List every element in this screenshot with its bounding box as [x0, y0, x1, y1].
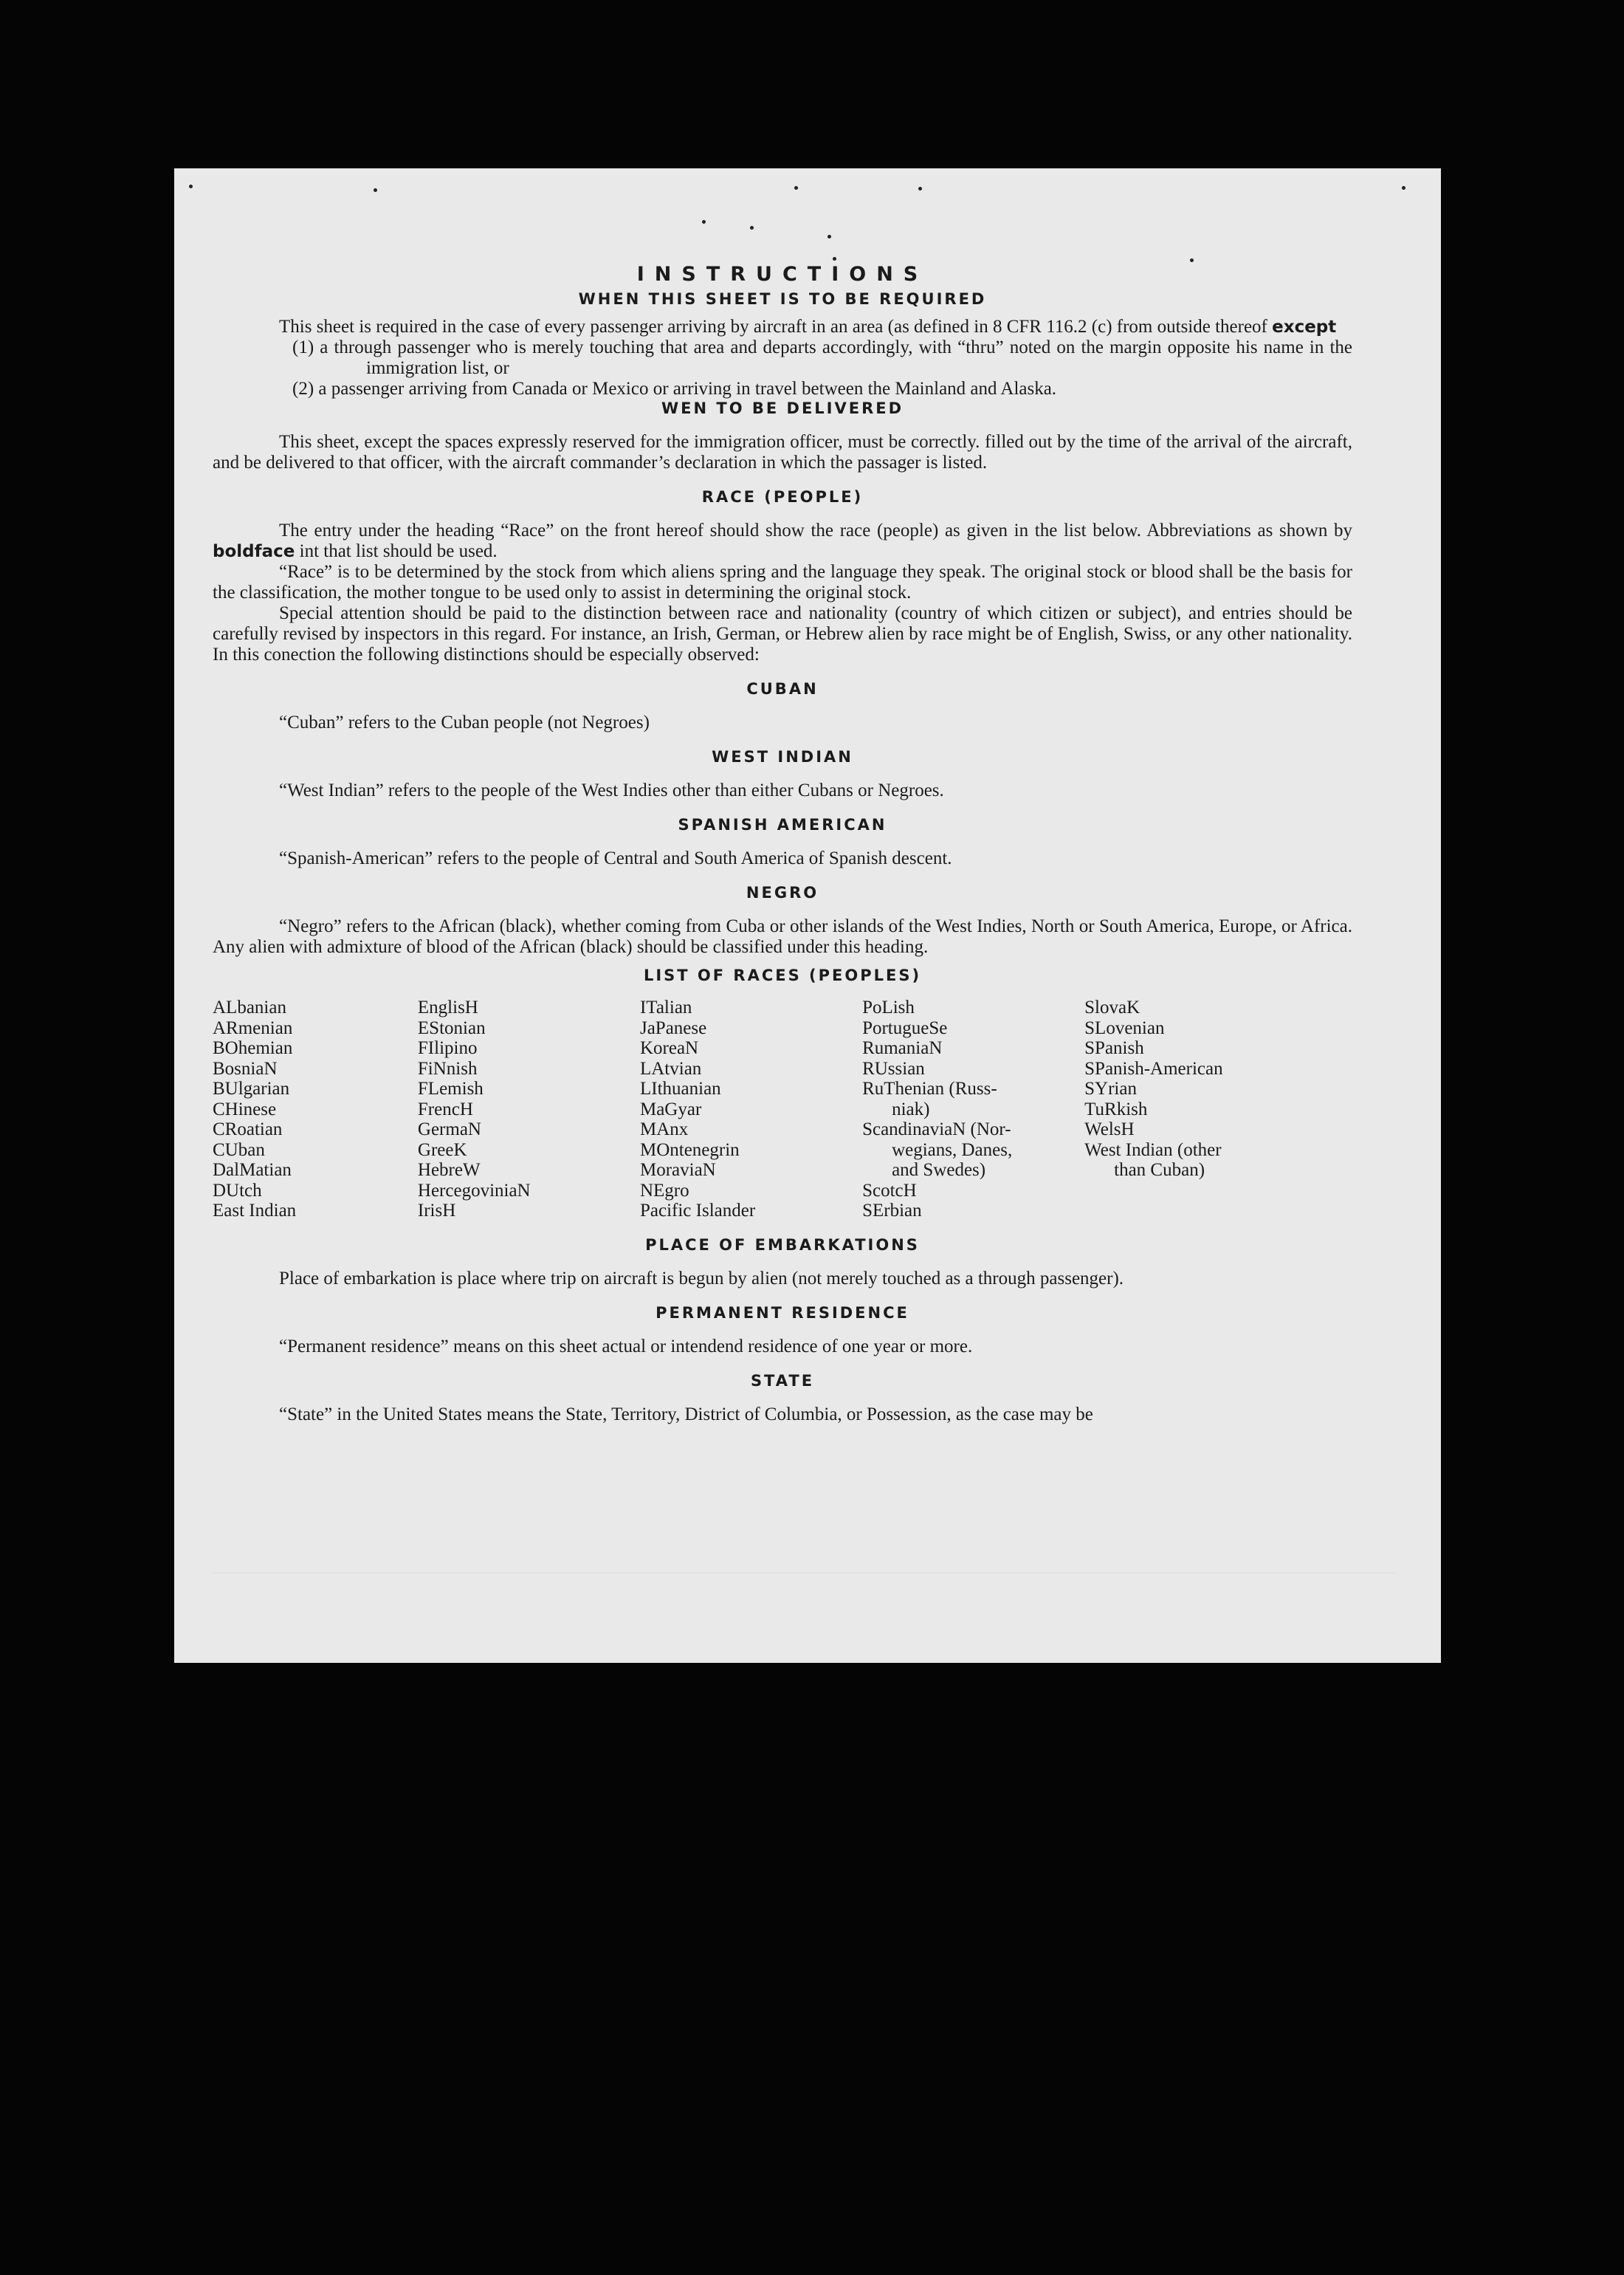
race-item: ITalian — [639, 998, 692, 1018]
state-text: “State” in the United States means the State, Territory, District of Columbia, or Possession, as the case may be — [279, 1404, 1093, 1424]
race-item: WelsH — [1084, 1119, 1135, 1139]
race-item: ScotcH — [862, 1180, 917, 1201]
race-item: MOntenegrin — [639, 1139, 740, 1160]
heading-negro: NEGRO — [746, 884, 819, 902]
race-item: BUlgarian — [213, 1079, 290, 1099]
document-page — [174, 168, 1441, 1663]
heading-when-required: WHEN THIS SHEET IS TO BE REQUIRED — [578, 290, 987, 308]
race-p1-before: The entry under the heading “Race” on the front hereof should show the race (people) as given in the list below. Abbreviations as shown by — [279, 521, 1352, 541]
races-column — [1084, 998, 1307, 1221]
residence-text: “Permanent residence” means on this sheet actual or intendend residence of one year or more. — [279, 1336, 973, 1356]
bleed-through-text — [213, 1573, 1397, 1627]
spacer — [213, 1221, 1352, 1236]
race-item: PortugueSe — [862, 1018, 948, 1038]
spacer — [213, 1357, 1352, 1372]
speck — [702, 220, 706, 224]
race-item: than Cuban) — [1114, 1160, 1205, 1180]
spacer — [213, 834, 1352, 848]
race-item: MAnx — [639, 1119, 689, 1139]
race-item: CRoatian — [213, 1119, 283, 1139]
race-item: CHinese — [213, 1099, 277, 1119]
spacer — [213, 1254, 1352, 1269]
spacer — [213, 473, 1352, 488]
race-p1-after: int that list should be used. — [299, 541, 498, 561]
spanish-american-text: “Spanish-American” refers to the people of Central and South America of Spanish descent. — [279, 848, 952, 868]
speck — [374, 188, 377, 192]
race-item: FiNnish — [417, 1058, 478, 1079]
heading-list-of-races: LIST OF RACES (PEOPLES) — [643, 967, 922, 984]
race-text-2: “Race” is to be determined by the stock from which aliens spring and the language they speak. The original stock or blood shall be the basis for the classification, the mother tongue to be used only to assist in determining the original stock. — [213, 562, 1352, 603]
speck — [918, 187, 922, 191]
race-item: SErbian — [862, 1201, 922, 1221]
race-item: FrencH — [417, 1099, 473, 1119]
when-required-body: This sheet is required in the case of every passenger arriving by aircraft in an area (as defined in 8 CFR 116.2 (c) from outside thereof — [279, 317, 1267, 337]
race-item: FIlipino — [417, 1038, 478, 1058]
race-item: Pacific Islander — [639, 1201, 756, 1221]
negro-text: “Negro” refers to the African (black), whether coming from Cuba or other islands of the West Indies, North or South America, Europe, or Africa. Any alien with admixture of blood of the African (black) should be classified under this heading. — [213, 916, 1352, 957]
race-item: SlovaK — [1084, 998, 1140, 1018]
speck — [794, 186, 798, 190]
race-item: BOhemian — [213, 1038, 293, 1058]
spacer — [213, 665, 1352, 680]
spacer — [213, 958, 1352, 967]
spacer — [213, 1390, 1352, 1404]
races-list — [213, 998, 1352, 1221]
race-item: HebreW — [417, 1160, 481, 1180]
races-column — [418, 998, 640, 1221]
race-item: ARmenian — [213, 1018, 293, 1038]
race-item: TuRkish — [1084, 1099, 1148, 1119]
race-item: and Swedes) — [892, 1160, 986, 1180]
spacer — [213, 417, 1352, 432]
race-item: GermaN — [417, 1119, 481, 1139]
boldface-emphasis: boldface — [213, 542, 295, 561]
heading-embarkation: PLACE OF EMBARKATIONS — [645, 1235, 920, 1254]
heading-when-delivered: WEN TO BE DELIVERED — [661, 399, 904, 417]
speck — [750, 226, 754, 230]
spacer — [213, 506, 1352, 521]
race-item: NEgro — [639, 1180, 689, 1201]
speck — [833, 257, 836, 261]
heading-spanish-american: SPANISH AMERICAN — [678, 816, 887, 834]
race-item: PoLish — [862, 998, 915, 1018]
when-required-text — [213, 317, 1352, 337]
embarkation-text: Place of embarkation is place where trip on aircraft is begun by alien (not merely touched as a through passenger). — [279, 1268, 1124, 1289]
race-item: MoraviaN — [639, 1160, 716, 1180]
spacer — [213, 801, 1352, 816]
race-item: SYrian — [1084, 1079, 1137, 1099]
speck — [189, 185, 193, 188]
race-item: HercegoviniaN — [417, 1180, 531, 1201]
speck — [1190, 258, 1194, 262]
spacer — [213, 1289, 1352, 1304]
race-item: SLovenian — [1084, 1018, 1165, 1038]
race-text-3: Special attention should be paid to the distinction between race and nationality (country of which citizen or subject), and entries should be carefully revised by inspectors in this regard. For instance, an Irish, German, or Hebrew alien by race might be of English, Swiss, or any other nationality. In this conection the following distinctions should be especially observed: — [213, 603, 1352, 665]
except-emphasis: except — [1272, 318, 1337, 337]
race-item: SPanish — [1084, 1038, 1144, 1058]
spacer — [213, 766, 1352, 780]
race-item: RUssian — [862, 1058, 925, 1079]
heading-race: RACE (PEOPLE) — [701, 488, 864, 506]
race-item: CUban — [213, 1139, 265, 1160]
race-item: ALbanian — [213, 998, 286, 1018]
speck — [1402, 186, 1405, 190]
when-required-item-1: (1) a through passenger who is merely touching that area and departs accordingly, with “thru” noted on the margin opposite his name in the immigration list, or — [292, 337, 1352, 378]
race-item: EnglisH — [417, 998, 478, 1018]
races-column — [862, 998, 1084, 1221]
race-item: IrisH — [417, 1201, 456, 1221]
heading-state: STATE — [750, 1371, 815, 1390]
page-title: INSTRUCTIONS — [636, 263, 929, 286]
west-indian-text: “West Indian” refers to the people of the West Indies other than either Cubans or Negroes. — [279, 780, 944, 800]
race-item: KoreaN — [639, 1038, 699, 1058]
when-delivered-text: This sheet, except the spaces expressly reserved for the immigration officer, must be correctly. filled out by the time of the arrival of the aircraft, and be delivered to that officer, with the aircraft commander’s declaration in which the passager is listed. — [213, 432, 1352, 473]
spacer — [213, 902, 1352, 916]
race-item: SPanish-American — [1084, 1058, 1223, 1079]
race-item: LAtvian — [639, 1058, 702, 1079]
races-column — [213, 998, 418, 1221]
race-item: niak) — [892, 1099, 930, 1119]
race-item: FLemish — [417, 1079, 484, 1099]
race-item: wegians, Danes, — [892, 1139, 1013, 1160]
race-item: GreeK — [417, 1139, 467, 1160]
spacer — [213, 698, 1352, 713]
race-item: EStonian — [417, 1018, 486, 1038]
race-item: MaGyar — [639, 1099, 702, 1119]
spacer — [213, 733, 1352, 748]
race-item: DUtch — [213, 1180, 262, 1201]
race-item: East Indian — [213, 1201, 297, 1221]
races-column — [640, 998, 862, 1221]
heading-west-indian: WEST INDIAN — [712, 748, 853, 766]
spacer — [213, 1322, 1352, 1336]
race-item: DalMatian — [213, 1160, 292, 1180]
race-item: West Indian (other — [1084, 1139, 1222, 1160]
speck — [828, 235, 831, 239]
race-item: BosniaN — [213, 1058, 278, 1079]
race-item: JaPanese — [639, 1018, 707, 1038]
race-text-1 — [213, 521, 1352, 562]
cuban-text: “Cuban” refers to the Cuban people (not Negroes) — [279, 713, 650, 732]
race-item: RumaniaN — [862, 1038, 943, 1058]
race-item: LIthuanian — [639, 1079, 721, 1099]
spacer — [213, 869, 1352, 884]
race-item: ScandinaviaN (Nor- — [862, 1119, 1011, 1139]
heading-cuban: CUBAN — [746, 680, 819, 698]
race-item: RuThenian (Russ- — [862, 1079, 997, 1099]
spacer — [213, 308, 1352, 317]
heading-permanent-residence: PERMANENT RESIDENCE — [656, 1303, 909, 1322]
when-required-item-2: (2) a passenger arriving from Canada or Mexico or arriving in travel between the Mainland and Alaska. — [292, 379, 1057, 399]
